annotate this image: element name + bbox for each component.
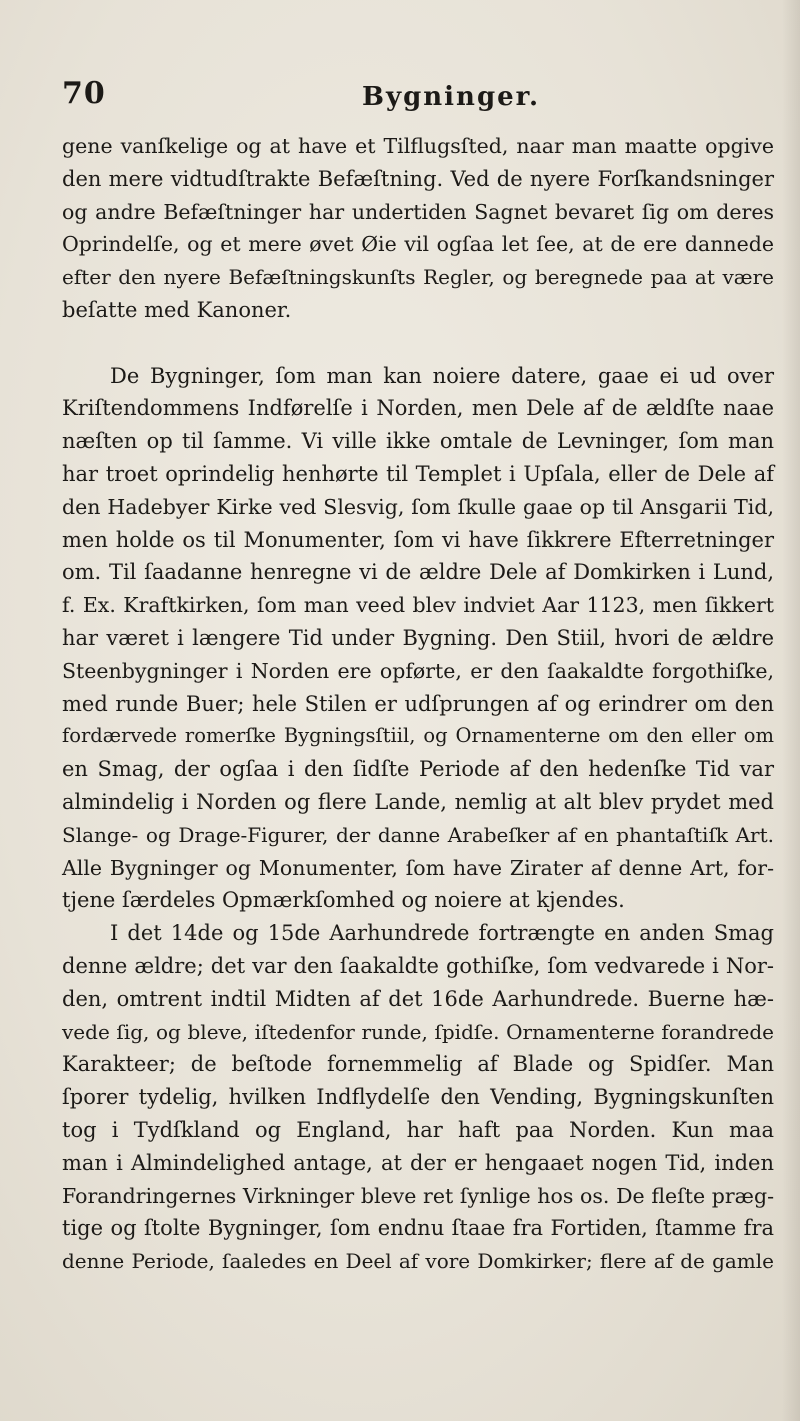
text-line: Oprindelſe, og et mere øvet Øie vil ogſaa let ſee, at de ere dannede — [62, 232, 774, 257]
text-line: Alle Bygninger og Monumenter, ſom have Zirater af denne Art, for- — [62, 855, 774, 880]
text-line: Forandringernes Virkninger bleve ret ſynlige hos os. De fleſte præg- — [62, 1183, 774, 1208]
text-line: om. Til ſaadanne henregne vi de ældre Dele af Domkirken i Lund, — [62, 560, 774, 585]
text-line: ſporer tydelig, hvilken Indflydelſe den Vending, Bygningskunſten — [62, 1085, 774, 1110]
text-line: den, omtrent indtil Midten af det 16de Aarhundrede. Buerne hæ- — [62, 986, 774, 1011]
paragraph-gap — [62, 327, 774, 360]
text-line: og andre Befæſtninger har undertiden Sagnet bevaret ſig om deres — [62, 199, 774, 224]
page-edge-shadow — [782, 0, 800, 1421]
text-line: denne ældre; det var den ſaakaldte gothiſke, ſom vedvarede i Nor- — [62, 953, 774, 978]
text-line: denne Periode, ſaaledes en Deel af vore Domkirker; flere af de gamle — [62, 1249, 774, 1274]
body-text — [62, 130, 774, 1278]
text-line: har været i længere Tid under Bygning. Den Stiil, hvori de ældre — [62, 625, 774, 650]
text-line: men holde os til Monumenter, ſom vi have ſikkrere Efterretninger — [62, 527, 774, 552]
text-line: beſatte med Kanoner. — [62, 297, 292, 322]
text-line: den Hadebyer Kirke ved Slesvig, ſom ſkulle gaae op til Ansgarii Tid, — [62, 494, 774, 519]
text-line: tjene ſærdeles Opmærkſomhed og noiere at kjendes. — [62, 888, 625, 913]
text-line: næſten op til ſamme. Vi ville ikke omtale de Levninger, ſom man — [62, 429, 774, 454]
text-line: De Bygninger, ſom man kan noiere datere, gaae ei ud over — [110, 363, 774, 388]
text-line: Kriſtendommens Indførelſe i Norden, men Dele af de ældſte naae — [62, 396, 774, 421]
text-line: vede ſig, og bleve, iſtedenfor runde, ſpidſe. Ornamenterne forandrede — [62, 1019, 774, 1044]
text-line: f. Ex. Kraftkirken, ſom man veed blev indviet Aar 1123, men ſikkert — [62, 593, 774, 618]
text-line: man i Almindelighed antage, at der er hengaaet nogen Tid, inden — [62, 1150, 774, 1175]
text-line: efter den nyere Befæſtningskunſts Regler, og beregnede paa at være — [62, 265, 774, 290]
text-line: tog i Tydſkland og England, har haft paa Norden. Kun maa — [62, 1117, 774, 1142]
text-line: almindelig i Norden og flere Lande, nemlig at alt blev prydet med — [62, 789, 774, 814]
text-line: I det 14de og 15de Aarhundrede fortrængte en anden Smag — [110, 921, 774, 946]
text-line: fordærvede romerſke Bygningsſtiil, og Ornamenterne om den eller om — [62, 724, 774, 748]
page-header — [62, 76, 762, 116]
text-line: Steenbygninger i Norden ere opførte, er den ſaakaldte forgothiſke, — [62, 658, 774, 683]
text-line: har troet oprindelig henhørte til Templet i Upſala, eller de Dele af — [62, 461, 774, 486]
text-line: den mere vidtudſtrakte Befæſtning. Ved de nyere Forſkandsninger — [62, 166, 774, 191]
text-line: tige og ſtolte Bygninger, ſom endnu ſtaae fra Fortiden, ſtamme fra — [62, 1216, 774, 1241]
text-line: Slange- og Drage-Figurer, der danne Arabeſker af en phantaſtiſk Art. — [62, 822, 774, 847]
page-number: 70 — [62, 76, 106, 111]
text-line: gene vanſkelige og at have et Tilflugsſted, naar man maatte opgive — [62, 134, 774, 158]
running-head: Bygninger. — [362, 82, 541, 112]
text-line: med runde Buer; hele Stilen er udſprungen af og erindrer om den — [62, 691, 774, 716]
text-line: en Smag, der ogſaa i den ſidſte Periode af den hedenſke Tid var — [62, 757, 774, 782]
text-line: Karakteer; de beſtode fornemmelig af Blade og Spidſer. Man — [62, 1052, 774, 1077]
